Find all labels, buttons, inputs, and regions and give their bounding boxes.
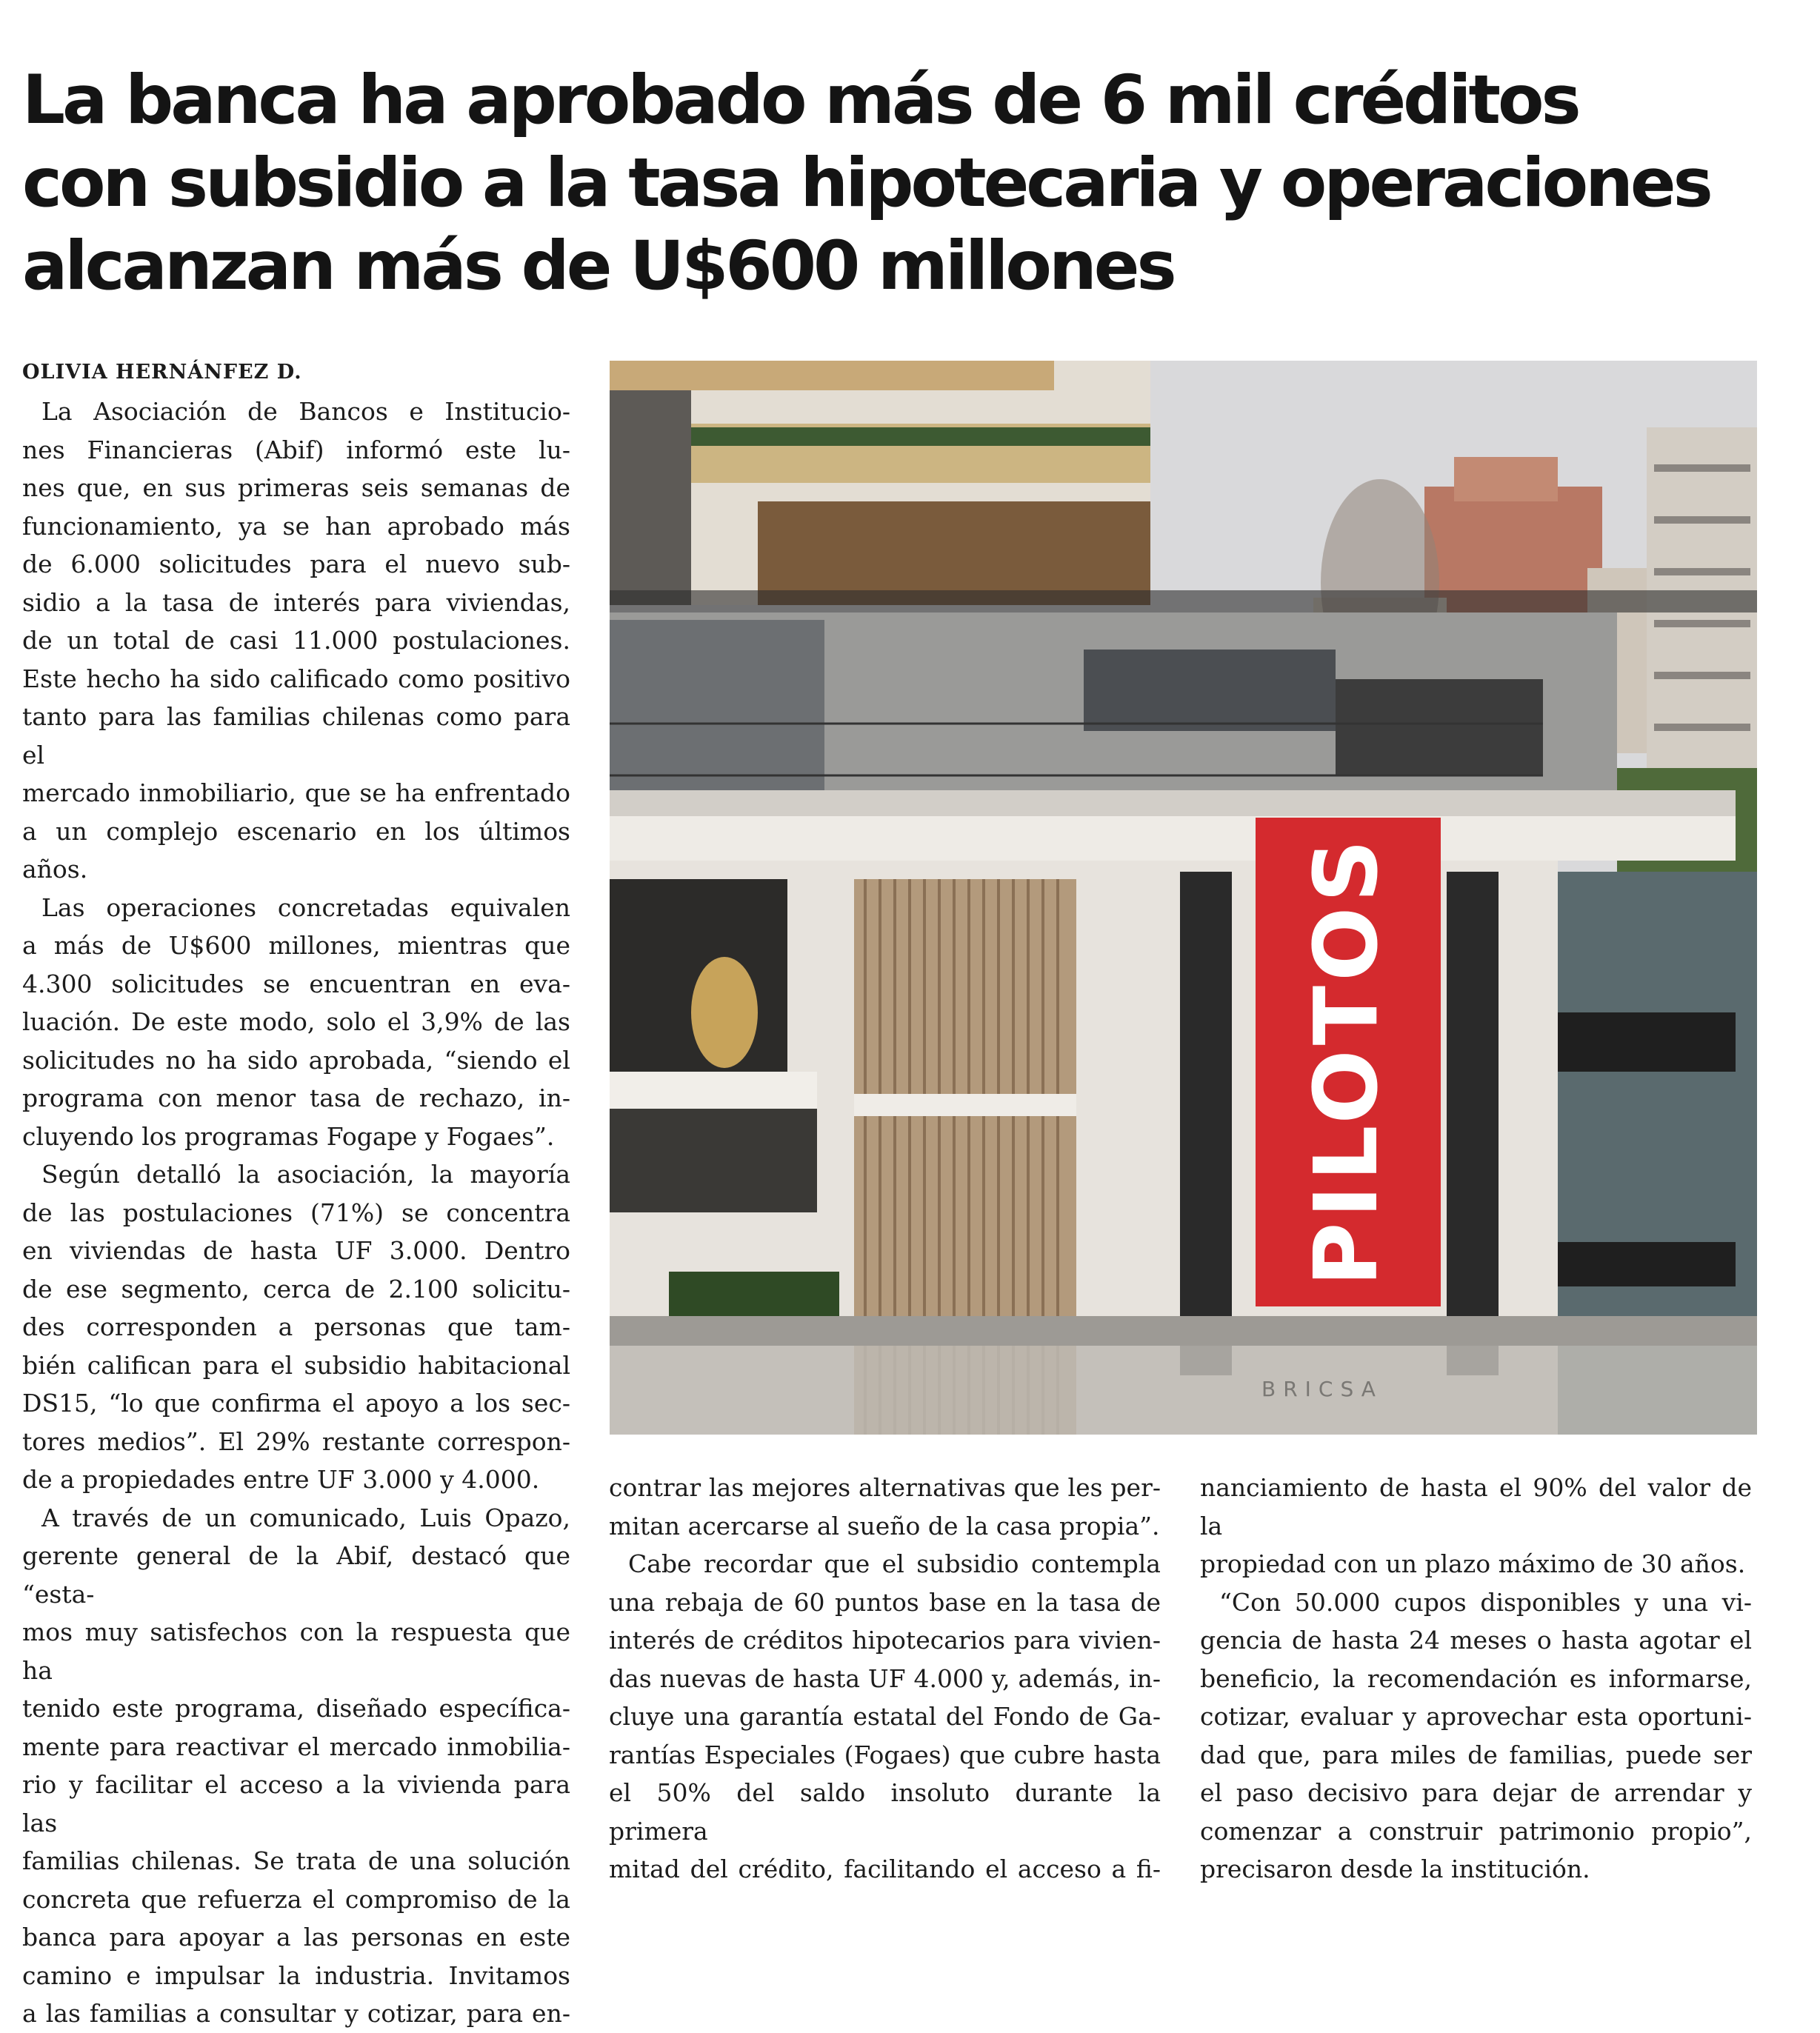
paragraph-line: Este hecho ha sido calificado como positivo [22, 664, 570, 693]
paragraph-line: banca para apoyar a las personas en este [22, 1923, 570, 1952]
paragraph-line: mercado inmobiliario, que se ha enfrentado [22, 778, 570, 807]
brand-text: BRICSA [1261, 1377, 1383, 1401]
paragraph-line: La Asociación de Bancos e Institucio- [41, 397, 570, 426]
paragraph-line: rantías Especiales (Fogaes) que cubre hasta [609, 1740, 1161, 1769]
paragraph-line: precisaron desde la institución. [1200, 1855, 1590, 1883]
banner-text: PILOTOS [1295, 835, 1397, 1286]
paragraph-line: gencia de hasta 24 meses o hasta agotar el [1200, 1626, 1752, 1655]
paragraph-line: cotizar, evaluar y aprovechar esta oportuni- [1200, 1702, 1752, 1731]
paragraph-line: bién califican para el subsidio habitacional [22, 1350, 570, 1380]
building-photo [610, 361, 1757, 1435]
paragraph-line: mitad del crédito, facilitando el acceso a fi- [609, 1855, 1161, 1883]
paragraph-line: nes que, en sus primeras seis semanas de [22, 473, 570, 502]
paragraph-line: el paso decisivo para dejar de arrendar y [1200, 1778, 1752, 1807]
paragraph-line: en viviendas de hasta UF 3.000. Dentro [22, 1236, 570, 1265]
article-column-1 [22, 393, 570, 2033]
paragraph-line: luación. De este modo, solo el 3,9% de las [22, 1007, 570, 1036]
paragraph-line: mos muy satisfechos con la respuesta que ha [22, 1618, 570, 1685]
paragraph-line: sidio a la tasa de interés para viviendas, [22, 587, 570, 617]
article-photo [610, 361, 1757, 1435]
paragraph-line: mente para reactivar el mercado inmobilia- [22, 1732, 570, 1761]
paragraph-line: A través de un comunicado, Luis Opazo, [41, 1503, 570, 1532]
paragraph-line: concreta que refuerza el compromiso de la [22, 1884, 570, 1914]
paragraph-line: cluye una garantía estatal del Fondo de Ga- [609, 1702, 1161, 1731]
paragraph-line: contrar las mejores alternativas que les per- [609, 1473, 1161, 1502]
paragraph-line: dad que, para miles de familias, puede ser [1200, 1740, 1752, 1769]
paragraph-line: tores medios”. El 29% restante correspon- [22, 1426, 570, 1456]
paragraph-line: el 50% del saldo insoluto durante la primera [609, 1778, 1161, 1846]
paragraph-line: DS15, “lo que confirma el apoyo a los sec- [22, 1389, 570, 1418]
byline: OLIVIA HERNÁNFEZ D. [22, 361, 302, 384]
paragraph-line: “Con 50.000 cupos disponibles y una vi- [1219, 1587, 1752, 1617]
paragraph-line: das nuevas de hasta UF 4.000 y, además, in- [609, 1663, 1161, 1693]
headline-line-3: alcanzan más de U$600 millones [22, 227, 1174, 305]
paragraph-line: a las familias a consultar y cotizar, para en- [22, 1999, 570, 2028]
article-column-2 [609, 1469, 1161, 1889]
paragraph-line: cluyendo los programas Fogape y Fogaes”. [22, 1121, 555, 1151]
paragraph-line: de 6.000 solicitudes para el nuevo sub- [22, 550, 570, 578]
paragraph-line: programa con menor tasa de rechazo, in- [22, 1084, 570, 1112]
headline [22, 59, 1785, 308]
paragraph-line: tenido este programa, diseñado específica- [22, 1694, 570, 1723]
paragraph-line: propiedad con un plazo máximo de 30 años. [1200, 1549, 1746, 1578]
paragraph-line: solicitudes no ha sido aprobada, “siendo el [22, 1045, 570, 1075]
paragraph-line: Cabe recordar que el subsidio contempla [628, 1549, 1161, 1578]
paragraph-line: de ese segmento, cerca de 2.100 solicitu- [22, 1274, 570, 1303]
paragraph-line: 4.300 solicitudes se encuentran en eva- [22, 969, 570, 998]
paragraph-line: des corresponden a personas que tam- [22, 1312, 570, 1341]
paragraph-line: funcionamiento, ya se han aprobado más [22, 511, 570, 541]
paragraph-line: comenzar a construir patrimonio propio”, [1200, 1816, 1752, 1846]
paragraph-line: nes Financieras (Abif) informó este lu- [22, 435, 570, 464]
headline-line-2: con subsidio a la tasa hipotecaria y operaciones [22, 144, 1710, 222]
paragraph-line: nanciamiento de hasta el 90% del valor de la [1200, 1473, 1752, 1540]
paragraph-line: mitan acercarse al sueño de la casa propia”. [609, 1511, 1160, 1540]
paragraph-line: una rebaja de 60 puntos base en la tasa de [609, 1587, 1161, 1617]
paragraph-line: tanto para las familias chilenas como para el [22, 702, 570, 770]
paragraph-line: camino e impulsar la industria. Invitamos [22, 1960, 570, 1990]
paragraph-line: gerente general de la Abif, destacó que “esta- [22, 1541, 570, 1609]
paragraph-line: Las operaciones concretadas equivalen [41, 892, 570, 922]
paragraph-line: interés de créditos hipotecarios para vivien- [609, 1626, 1161, 1655]
article-column-3 [1200, 1469, 1752, 1889]
paragraph-line: de un total de casi 11.000 postulaciones. [22, 626, 570, 655]
paragraph-line: rio y facilitar el acceso a la vivienda para las [22, 1770, 570, 1837]
paragraph-line: de las postulaciones (71%) se concentra [22, 1198, 570, 1227]
paragraph-line: familias chilenas. Se trata de una solución [22, 1846, 570, 1875]
paragraph-line: de a propiedades entre UF 3.000 y 4.000. [22, 1465, 540, 1494]
paragraph-line: Según detalló la asociación, la mayoría [41, 1160, 570, 1189]
paragraph-line: beneficio, la recomendación es informarse, [1200, 1663, 1752, 1693]
headline-line-1: La banca ha aprobado más de 6 mil créditos [22, 61, 1579, 139]
paragraph-line: a un complejo escenario en los últimos años. [22, 816, 570, 884]
paragraph-line: a más de U$600 millones, mientras que [22, 931, 570, 960]
